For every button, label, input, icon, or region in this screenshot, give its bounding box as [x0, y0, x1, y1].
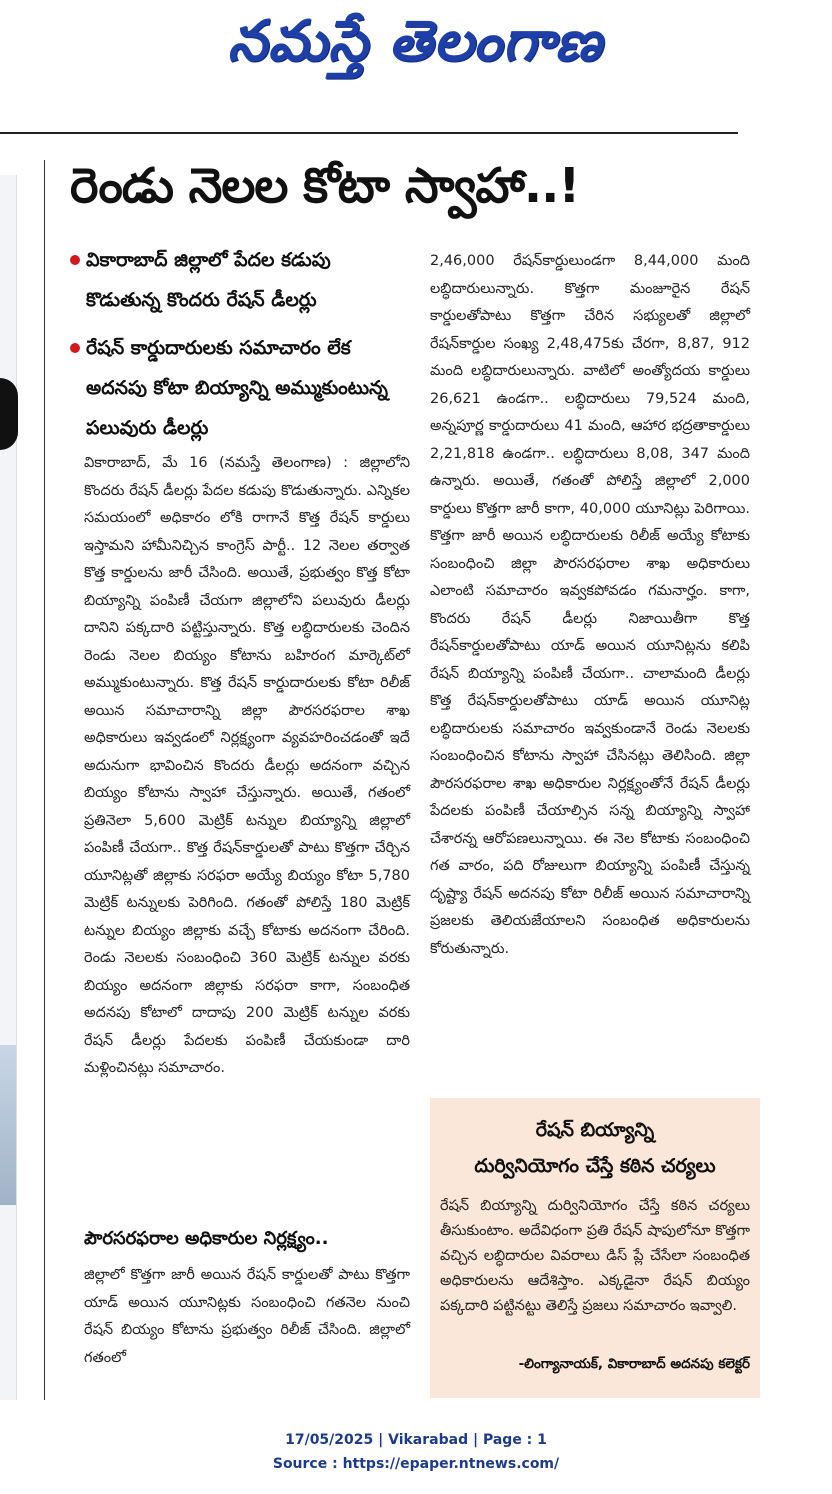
- article-left-column: [84, 450, 410, 1083]
- quote-box-title-line: రేషన్ బియ్యాన్ని: [535, 1119, 655, 1141]
- left-page-edge: [0, 175, 17, 1400]
- subheading: పౌరసరఫరాల అధికారుల నిర్లక్ష్యం..: [84, 1228, 329, 1249]
- quote-box-signature: -లింగ్యానాయక్, వికారాబాద్ అదనపు కలెక్టర్: [518, 1356, 750, 1372]
- article-right-column: [430, 248, 750, 963]
- top-rule: [0, 132, 738, 134]
- headline: రెండు నెలల కోటా స్వాహా..!: [70, 158, 580, 214]
- bullet-list: [70, 240, 410, 456]
- footer-date-line: 17/05/2025 | Vikarabad | Page : 1: [285, 1432, 547, 1448]
- quote-box-body: రేషన్ బియ్యాన్ని దుర్వినియోగం చేస్తే కఠిన చర్యలు తీసుకుంటాం. అదేవిధంగా ప్రతి రేషన్ షాపులోనూ కొత్తగా వచ్చిన లబ్ధిదారుల వివరాలు డిస్ ప్లే చేసేలా సంబంధిత అధికారులను ఆదేశిస్తాం. ఎక్కడైనా రేషన్ బియ్యం పక్కదారి పట్టినట్టు తెలిస్తే ప్రజలు సమాచారం ఇవ్వాలి.: [440, 1198, 750, 1314]
- quote-box-title: [430, 1112, 760, 1184]
- article-left-column-continued: [84, 1262, 410, 1372]
- article-paragraph: జిల్లాలో కొత్తగా జారీ అయిన రేషన్ కార్డులతో పాటు కొత్తగా యాడ్ అయిన యూనిట్లకు సంబంధించి గతనెల నుంచి రేషన్ బియ్యం కోటాను ప్రభుత్వం రిలీజ్ చేసింది. జిల్లాలో గతంలో: [84, 1267, 410, 1366]
- footer-source-line[interactable]: Source : https://epaper.ntnews.com/: [272, 1456, 560, 1472]
- article-paragraph: వికారాబాద్, మే 16 (నమస్తే తెలంగాణ) : జిల్లాలోని కొందరు రేషన్ డీలర్లు పేదల కడుపు కొడుతున్నారు. ఎన్నికల సమయంలో అధికారం లోకి రాగానే కొత్త రేషన్ కార్డులు ఇస్తామని హామీనిచ్చిన కాంగ్రెస్ పార్టీ.. 12 నెలల తర్వాత కొత్త కార్డులను జారీ చేసింది. అయితే, ప్రభుత్వం కొత్త కోటా బియ్యాన్ని పంపిణీ చేయగా జిల్లాలోని పలువురు డీలర్లు దానిని పక్కదారి పట్టిస్తున్నారు. కొత్త లబ్ధిదారులకు చెందిన రెండు నెలల బియ్యం కోటాను బహిరంగ మార్కెట్‌లో అమ్ముకుంటున్నారు. కొత్త రేషన్ కార్డుదారులకు కోటా రిలీజ్ అయిన సమాచారాన్ని జిల్లా పౌరసరఫరాల శాఖ అధికారులు ఇవ్వడంలో నిర్లక్ష్యంగా వ్యవహరించడంతో ఇదే అదునుగా భావించిన కొందరు డీలర్లు అదనంగా వచ్చిన బియ్యం కోటాను స్వాహా చేస్తున్నారు. అయితే, గతంలో ప్రతినెలా 5,600 మెట్రిక్ టన్నుల బియ్యాన్ని జిల్లాలో పంపిణీ చేయగా.. కొత్త రేషన్‌కార్డులతో పాటు కొత్తగా చేర్చిన యూనిట్లతో జిల్లాకు సరఫరా అయ్యే బియ్యం కోటా 5,780 మెట్రిక్ టన్నులకు పెరిగింది. గతంతో పోలిస్తే 180 మెట్రిక్ టన్నుల బియ్యం జిల్లాకు వచ్చే కోటాకు అదనంగా చేరింది. రెండు నెలలకు సంబంధించి 360 మెట్రిక్ టన్నుల వరకు బియ్యం అదనంగా జిల్లాకు సరఫరా కాగా, సంబంధిత అదనపు కోటాలో దాదాపు 200 మెట్రిక్ టన్నుల వరకు రేషన్ డీలర్లు పేదలకు పంపిణీ చేయకుండా దారి మళ్లించినట్లు సమాచారం.: [84, 455, 410, 1076]
- left-edge-photo: [0, 1045, 16, 1205]
- bullet-dot-icon: [70, 255, 80, 265]
- left-edge-mark: [0, 378, 18, 450]
- bullet-item: [70, 328, 410, 448]
- masthead-logo: నమస్తే తెలంగాణ: [227, 8, 603, 74]
- quote-box-title-line: దుర్వినియోగం చేస్తే కఠిన చర్యలు: [474, 1155, 716, 1177]
- bullet-item: [70, 240, 410, 320]
- column-divider: [44, 160, 45, 1400]
- article-paragraph: 2,46,000 రేషన్‌కార్డులుండగా 8,44,000 మంది లబ్ధిదారులున్నారు. కొత్తగా మంజూరైన రేషన్ కార్డులతోపాటు కొత్తగా చేరిన సభ్యులతో జిల్లాలో రేషన్‌కార్డుల సంఖ్య 2,48,475కు చేరగా, 8,87, 912 మంది లబ్ధిదారులున్నారు. వాటిలో అంత్యోదయ కార్డులు 26,621 ఉండగా.. లబ్ధిదారులు 79,524 మంది, అన్నపూర్ణ కార్డుదారులు 41 మంది, ఆహార భద్రతాకార్డులు 2,21,818 ఉండగా.. లబ్ధిదారులు 8,08, 347 మంది ఉన్నారు. అయితే, గతంతో పోలిస్తే జిల్లాలో 2,000 కార్డులు కొత్తగా జారీ కాగా, 40,000 యూనిట్లు పెరిగాయి. కొత్తగా జారీ అయిన లబ్ధిదారులకు రిలీజ్ అయ్యే కోటాకు సంబంధించి జిల్లా పౌరసరఫరాల శాఖ అధికారులు ఎలాంటి సమాచారం ఇవ్వకపోవడం గమనార్హం. కాగా, కొందరు రేషన్ డీలర్లు నిజాయితీగా కొత్త రేషన్‌కార్డులతోపాటు యాడ్ అయిన యూనిట్లను కలిపి రేషన్ బియ్యాన్ని పంపిణీ చేయగా.. చాలామంది డీలర్లు కొత్త రేషన్‌కార్డులతోపాటు యాడ్ అయిన యూనిట్ల లబ్ధిదారులకు సమాచారం ఇవ్వకుండానే రెండు నెలలకు సంబంధించిన కోటాను స్వాహా చేసినట్లు తెలిసింది. జిల్లా పౌరసరఫరాల శాఖ అధికారుల నిర్లక్ష్యంతోనే రేషన్ డీలర్లు పేదలకు పంపిణీ చేయాల్సిన సన్న బియ్యాన్ని స్వాహా చేశారన్న ఆరోపణలున్నాయి. ఈ నెల కోటాకు సంబంధించి గత వారం, పది రోజులుగా బియ్యాన్ని పంపిణీ చేస్తున్న దృష్ట్యా రేషన్ అదనపు కోటా రిలీజ్ అయిన సమాచారాన్ని ప్రజలకు తెలియజేయాలని సంబంధిత అధికారులను కోరుతున్నారు.: [430, 253, 750, 957]
- bullet-text: రేషన్ కార్డుదారులకు సమాచారం లేక అదనపు కోటా బియ్యాన్ని అమ్ముకుంటున్న పలువురు డీలర్లు: [86, 337, 388, 439]
- quote-box: [430, 1098, 760, 1398]
- bullet-text: వికారాబాద్ జిల్లాలో పేదల కడుపు కొడుతున్న కొందరు రేషన్ డీలర్లు: [86, 249, 331, 311]
- bullet-dot-icon: [70, 343, 80, 353]
